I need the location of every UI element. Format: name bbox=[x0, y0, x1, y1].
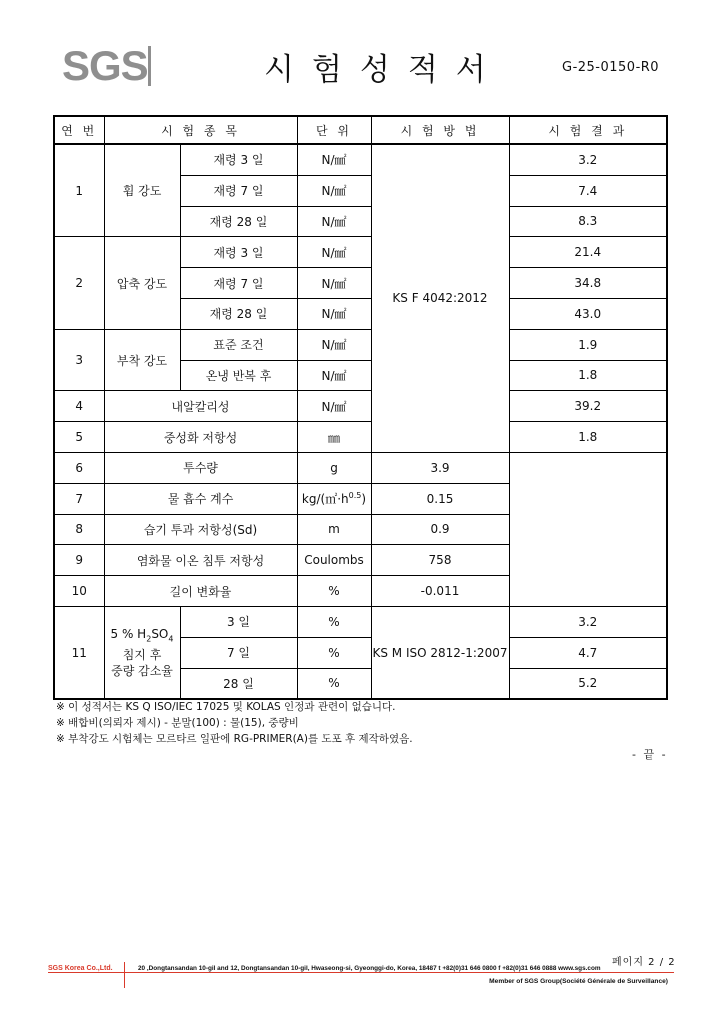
table-row bbox=[54, 422, 667, 453]
row-unit: % bbox=[297, 668, 371, 699]
row-unit: % bbox=[297, 606, 371, 637]
item-line-1a: 5 % H bbox=[110, 626, 147, 641]
subscript-2: 2 bbox=[146, 634, 152, 644]
row-item: 부착 강도 bbox=[104, 329, 180, 391]
row-result: 758 bbox=[371, 545, 509, 576]
row-result: 34.8 bbox=[509, 268, 667, 299]
row-item bbox=[104, 606, 180, 699]
row-subitem: 재령 7 일 bbox=[180, 175, 297, 206]
footer-divider-line bbox=[48, 972, 674, 973]
row-unit: g bbox=[297, 452, 371, 483]
row-no: 8 bbox=[54, 514, 104, 545]
test-method-main: KS F 4042:2012 bbox=[371, 144, 509, 452]
table-row bbox=[54, 452, 667, 483]
unit-base: kg/(㎡·h bbox=[301, 492, 349, 507]
table-row bbox=[54, 237, 667, 268]
footer-member: Member of SGS Group(Société Générale de Surveillance) bbox=[489, 978, 668, 985]
table-row bbox=[54, 144, 667, 175]
row-unit: N/㎟ bbox=[297, 175, 371, 206]
row-subitem: 재령 28 일 bbox=[180, 206, 297, 237]
page-number: 페이지 2 / 2 bbox=[612, 957, 676, 968]
footer-address: 20 ,Dongtansandan 10-gil and 12, Dongtansandan 10-gil, Hwaseong-si, Gyeonggi-do, Korea, 18487 t +82(0)31 646 0800 f +82(0)31 646 0888 www.sgs.com bbox=[138, 965, 601, 972]
row-unit: Coulombs bbox=[297, 545, 371, 576]
table-row bbox=[54, 483, 667, 514]
footer-company: SGS Korea Co.,Ltd. bbox=[48, 965, 113, 972]
item-line-2: 침지 후 bbox=[122, 648, 162, 663]
row-item: 길이 변화율 bbox=[104, 576, 297, 607]
row-no: 5 bbox=[54, 422, 104, 453]
row-no: 11 bbox=[54, 606, 104, 699]
notes bbox=[56, 699, 413, 747]
row-no: 10 bbox=[54, 576, 104, 607]
row-subitem: 재령 7 일 bbox=[180, 268, 297, 299]
unit-exponent: 0.5 bbox=[348, 491, 362, 501]
row-item: 투수량 bbox=[104, 452, 297, 483]
note-3: ※ 부착강도 시험체는 모르타르 일판에 RG-PRIMER(A)를 도포 후 제작하였음. bbox=[56, 733, 413, 745]
row-result: 0.15 bbox=[371, 483, 509, 514]
row-no: 7 bbox=[54, 483, 104, 514]
row-no: 6 bbox=[54, 452, 104, 483]
row-unit: ㎜ bbox=[297, 422, 371, 453]
row-unit: N/㎟ bbox=[297, 206, 371, 237]
row-unit bbox=[297, 483, 371, 514]
row-subitem: 재령 28 일 bbox=[180, 298, 297, 329]
row-unit: N/㎟ bbox=[297, 144, 371, 175]
sgs-logo bbox=[62, 44, 170, 88]
table-row bbox=[54, 545, 667, 576]
item-line-1b: SO bbox=[151, 626, 169, 641]
row-unit: N/㎟ bbox=[297, 268, 371, 299]
row-result: 1.8 bbox=[509, 360, 667, 391]
row-subitem: 재령 3 일 bbox=[180, 237, 297, 268]
row-item: 압축 강도 bbox=[104, 237, 180, 329]
row-item: 염화물 이온 침투 저항성 bbox=[104, 545, 297, 576]
col-header-result: 시 험 결 과 bbox=[509, 116, 667, 144]
row-no: 9 bbox=[54, 545, 104, 576]
row-unit: N/㎟ bbox=[297, 329, 371, 360]
table-row bbox=[54, 576, 667, 607]
row-subitem: 온냉 반복 후 bbox=[180, 360, 297, 391]
row-subitem: 재령 3 일 bbox=[180, 144, 297, 175]
row-result: 3.9 bbox=[371, 452, 509, 483]
row-no: 4 bbox=[54, 391, 104, 422]
col-header-unit: 단 위 bbox=[297, 116, 371, 144]
row-item: 중성화 저항성 bbox=[104, 422, 297, 453]
row-result: -0.011 bbox=[371, 576, 509, 607]
row-no: 1 bbox=[54, 144, 104, 237]
item-line-3: 중량 감소율 bbox=[111, 664, 173, 679]
row-subitem: 28 일 bbox=[180, 668, 297, 699]
row-unit: N/㎟ bbox=[297, 237, 371, 268]
item-line-1 bbox=[105, 626, 180, 647]
row-result: 8.3 bbox=[509, 206, 667, 237]
row-result: 4.7 bbox=[509, 637, 667, 668]
table-header-row bbox=[54, 116, 667, 144]
row-unit: N/㎟ bbox=[297, 298, 371, 329]
row-item: 내알칼리성 bbox=[104, 391, 297, 422]
row-no: 3 bbox=[54, 329, 104, 391]
document-title: 시험성적서 bbox=[264, 52, 504, 88]
row-item: 습기 투과 저항성(Sd) bbox=[104, 514, 297, 545]
table-row bbox=[54, 391, 667, 422]
document-number: G-25-0150-R0 bbox=[562, 60, 660, 75]
row-item: 휨 강도 bbox=[104, 144, 180, 237]
col-header-no: 연 번 bbox=[54, 116, 104, 144]
subscript-4: 4 bbox=[168, 634, 174, 644]
logo-bar bbox=[148, 46, 151, 86]
row-item: 물 흡수 계수 bbox=[104, 483, 297, 514]
table-row bbox=[54, 606, 667, 637]
row-subitem: 3 일 bbox=[180, 606, 297, 637]
test-method-11: KS M ISO 2812-1:2007 bbox=[371, 606, 509, 699]
row-unit: N/㎟ bbox=[297, 391, 371, 422]
col-header-item: 시 험 종 목 bbox=[104, 116, 297, 144]
row-result: 7.4 bbox=[509, 175, 667, 206]
row-unit: % bbox=[297, 576, 371, 607]
row-result: 3.2 bbox=[509, 144, 667, 175]
row-result: 1.8 bbox=[509, 422, 667, 453]
footer-vertical-divider bbox=[124, 962, 125, 988]
row-unit: N/㎟ bbox=[297, 360, 371, 391]
row-subitem: 표준 조건 bbox=[180, 329, 297, 360]
unit-close: ) bbox=[361, 492, 367, 507]
logo-text: SGS bbox=[62, 42, 148, 89]
col-header-method: 시 험 방 법 bbox=[371, 116, 509, 144]
table-row bbox=[54, 514, 667, 545]
row-unit: % bbox=[297, 637, 371, 668]
note-1: ※ 이 성적서는 KS Q ISO/IEC 17025 및 KOLAS 인정과 관련이 없습니다. bbox=[56, 701, 396, 713]
end-mark: - 끝 - bbox=[632, 748, 668, 761]
note-2: ※ 배합비(의뢰자 제시) - 분말(100) : 물(15), 중량비 bbox=[56, 717, 299, 729]
row-result: 21.4 bbox=[509, 237, 667, 268]
row-result: 5.2 bbox=[509, 668, 667, 699]
row-result: 0.9 bbox=[371, 514, 509, 545]
test-results-table bbox=[53, 115, 668, 700]
row-no: 2 bbox=[54, 237, 104, 329]
row-unit: m bbox=[297, 514, 371, 545]
row-result: 43.0 bbox=[509, 298, 667, 329]
row-result: 1.9 bbox=[509, 329, 667, 360]
table-row bbox=[54, 329, 667, 360]
row-subitem: 7 일 bbox=[180, 637, 297, 668]
row-result: 3.2 bbox=[509, 606, 667, 637]
row-result: 39.2 bbox=[509, 391, 667, 422]
